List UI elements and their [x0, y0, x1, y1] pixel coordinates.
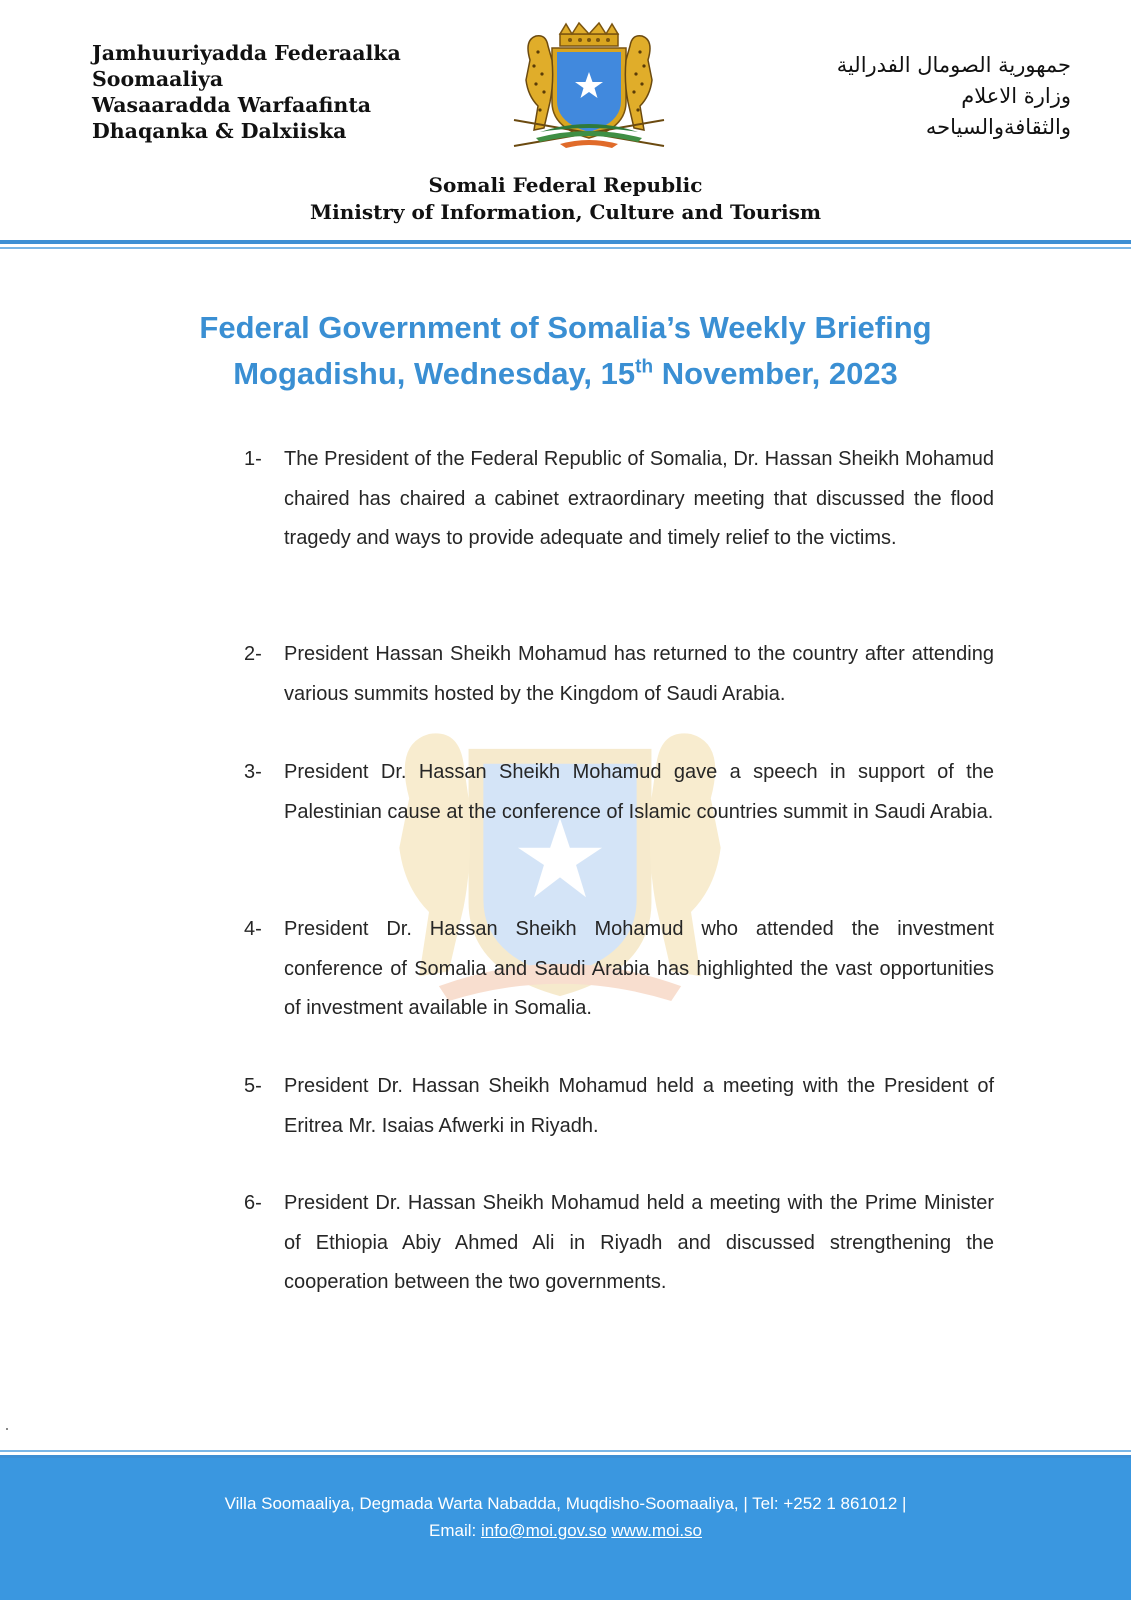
list-item: [244, 440, 994, 635]
briefing-title: [0, 305, 1131, 397]
footer: [0, 1458, 1131, 1600]
list-item: [244, 635, 994, 753]
list-item: [244, 910, 994, 1067]
footer-contact-line: [0, 1517, 1131, 1544]
header-arabic-line: وزارة الاعلام: [961, 84, 1071, 108]
header-divider: [0, 240, 1131, 250]
date-prefix: Mogadishu, Wednesday, 15: [233, 356, 636, 391]
footer-divider: [0, 1450, 1131, 1458]
list-item: [244, 753, 994, 910]
list-item: [244, 1067, 994, 1184]
item-text: President Dr. Hassan Sheikh Mohamud held a meeting with the President of Eritrea Mr. Isaias Afwerki in Riyadh.: [284, 1075, 994, 1137]
item-number: 3-: [244, 761, 262, 783]
briefing-title-line1: Federal Government of Somalia’s Weekly Briefing: [199, 310, 932, 345]
item-number: 5-: [244, 1075, 262, 1097]
ministry-republic-line: Somali Federal Republic: [428, 173, 703, 197]
item-number: 6-: [244, 1192, 262, 1214]
email-link[interactable]: info@moi.gov.so: [480, 1521, 607, 1540]
ministry-name-block: [0, 172, 1131, 226]
header-somali-line: Soomaaliya: [92, 67, 224, 91]
item-text: President Dr. Hassan Sheikh Mohamud held a meeting with the Prime Minister of Ethiopia Abiy Ahmed Ali in Riyadh and discussed strengthening the cooperation between the two governments.: [284, 1192, 994, 1293]
stray-dot: [6, 1428, 8, 1430]
leopard-left-icon: [526, 36, 553, 130]
header-arabic-line: جمهورية الصومال الفدرالية: [836, 53, 1071, 77]
coat-of-arms-emblem: [500, 20, 678, 158]
item-number: 1-: [244, 448, 262, 470]
item-number: 2-: [244, 643, 262, 665]
ministry-name-line: Ministry of Information, Culture and Tourism: [309, 200, 822, 224]
item-number: 4-: [244, 918, 262, 940]
header-somali-line: Wasaaradda Warfaafinta: [92, 93, 372, 117]
header-arabic-text: [837, 50, 1071, 143]
item-text: President Hassan Sheikh Mohamud has returned to the country after attending various summits hosted by the Kingdom of Saudi Arabia.: [284, 643, 994, 705]
footer-address: Villa Soomaaliya, Degmada Warta Nabadda, Muqdisho-Soomaaliya, | Tel: +252 1 861012 |: [224, 1494, 907, 1513]
header-arabic-line: والثقافةوالسياحه: [925, 115, 1071, 139]
item-text: The President of the Federal Republic of Somalia, Dr. Hassan Sheikh Mohamud chaired has chaired a cabinet extraordinary meeting that discussed the flood tragedy and ways to provide adequate and timely relief to the victims.: [284, 448, 994, 549]
leopard-right-icon: [625, 36, 652, 130]
footer-email-label: Email:: [429, 1521, 481, 1540]
crown-icon: [560, 23, 618, 46]
date-suffix: November, 2023: [653, 356, 898, 391]
website-link[interactable]: www.moi.so: [611, 1521, 702, 1540]
header-somali-line: Dhaqanka & Dalxiiska: [92, 119, 347, 143]
date-ordinal-suffix: th: [635, 356, 654, 378]
header-somali-text: [92, 40, 401, 144]
list-item: [244, 1184, 994, 1303]
briefing-items-list: [244, 440, 994, 1303]
briefing-date-line: [0, 351, 1131, 397]
item-text: President Dr. Hassan Sheikh Mohamud who attended the investment conference of Somalia and Saudi Arabia has highlighted the vast opportunities of investment available in Somalia.: [284, 918, 994, 1019]
header-somali-line: Jamhuuriyadda Federaalka: [92, 41, 401, 65]
item-text: President Dr. Hassan Sheikh Mohamud gave a speech in support of the Palestinian cause at the conference of Islamic countries summit in Saudi Arabia.: [284, 761, 994, 823]
